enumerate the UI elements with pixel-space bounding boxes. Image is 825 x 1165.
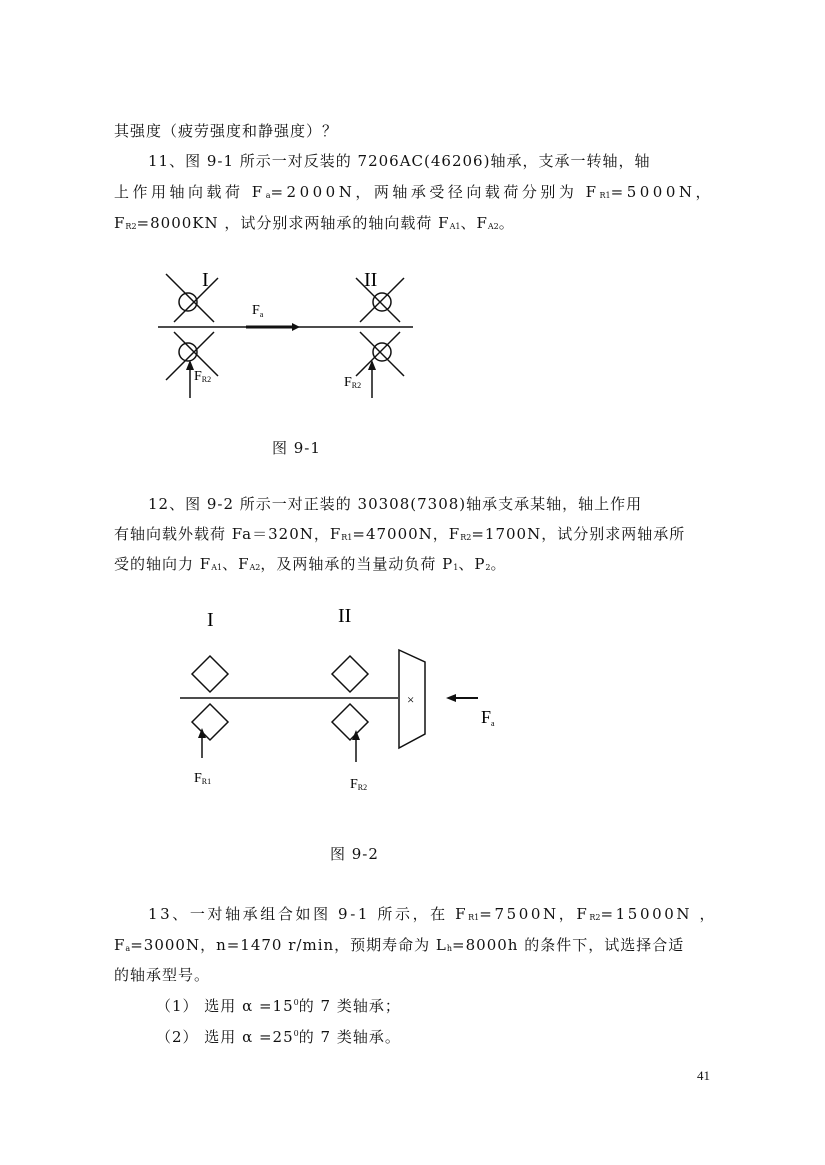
fig1-fa-label: $F_a$ (252, 303, 264, 319)
figure-9-1 (150, 262, 430, 412)
fig2-fr-right-label: FR2 (350, 777, 368, 792)
fig2-label-bearing-II: II (338, 605, 352, 627)
bearing-right-lower (356, 332, 404, 376)
fig1-fr-left-label: FR2 (194, 369, 212, 384)
fig2-cross-mark: × (407, 692, 415, 707)
fig2-fa-label: Fa (481, 707, 495, 728)
q11-line3: $F_{R2}=8000KN$ ，试分别求两轴承的轴向载荷 $F_{A1}$、$F_{A2}$。 (114, 214, 515, 232)
bearing-left-upper (166, 274, 218, 322)
bearing-right-upper (332, 656, 368, 692)
fig1-label-bearing-I: I (202, 269, 209, 291)
figure-9-2 (170, 600, 520, 800)
fa-arrowhead (292, 323, 300, 331)
bearing-left-lower (192, 704, 228, 740)
fig1-caption: 图 9-1 (272, 439, 321, 457)
bearing-left-lower (166, 332, 218, 380)
q12-line3: 受的轴向力 $F_{A1}$、$F_{A2}$，及两轴承的当量动负荷 $P_1$、$P_2$。 (114, 555, 507, 573)
q11-line1: 11、图 9-1 所示一对反装的 7206AC(46206)轴承，支承一转轴，轴 (148, 152, 651, 170)
fa-arrowhead (446, 694, 456, 702)
fig2-fr-left-label: FR1 (194, 771, 212, 786)
bearing-left-upper (192, 656, 228, 692)
q12-line1: 12、图 9-2 所示一对正装的 30308(7308)轴承支承某轴，轴上作用 (148, 495, 643, 513)
q12-line2: 有轴向载外载荷 Fa＝320N，$F_{R1}=47000N$，$F_{R2}=1700N$，试分别求两轴承所 (114, 525, 686, 543)
q13-line1: 13、一对轴承组合如图 9-1 所示，在 $F_{R1}=7500N$，$F_{R2}=15000N$ ， (148, 905, 718, 923)
fig1-label-bearing-II: II (364, 269, 378, 291)
fig1-fr-right-label: FR2 (344, 375, 362, 390)
bearing-right-lower (332, 704, 368, 740)
q11-line2: 上作用轴向载荷 $F_a=2000N$，两轴承受径向载荷分别为 $F_{R1}=5000N$， (114, 183, 715, 201)
fig2-label-bearing-I: I (207, 609, 214, 631)
q13-line2: $F_a=3000N$，n=1470 r/min，预期寿命为 $L_h=8000h$ 的条件下，试选择合适 (114, 936, 685, 954)
fig2-caption: 图 9-2 (330, 845, 379, 863)
fr-right-arrowhead (368, 360, 376, 370)
q13-item2: （2） 选用 $\alpha =25^0$的 7 类轴承。 (156, 1028, 401, 1046)
q13-line3: 的轴承型号。 (114, 966, 211, 984)
q13-item1: （1） 选用 $\alpha =15^0$的 7 类轴承； (156, 997, 401, 1015)
page-number: 41 (697, 1068, 710, 1083)
intro-line: 其强度（疲劳强度和静强度）？ (114, 122, 339, 140)
